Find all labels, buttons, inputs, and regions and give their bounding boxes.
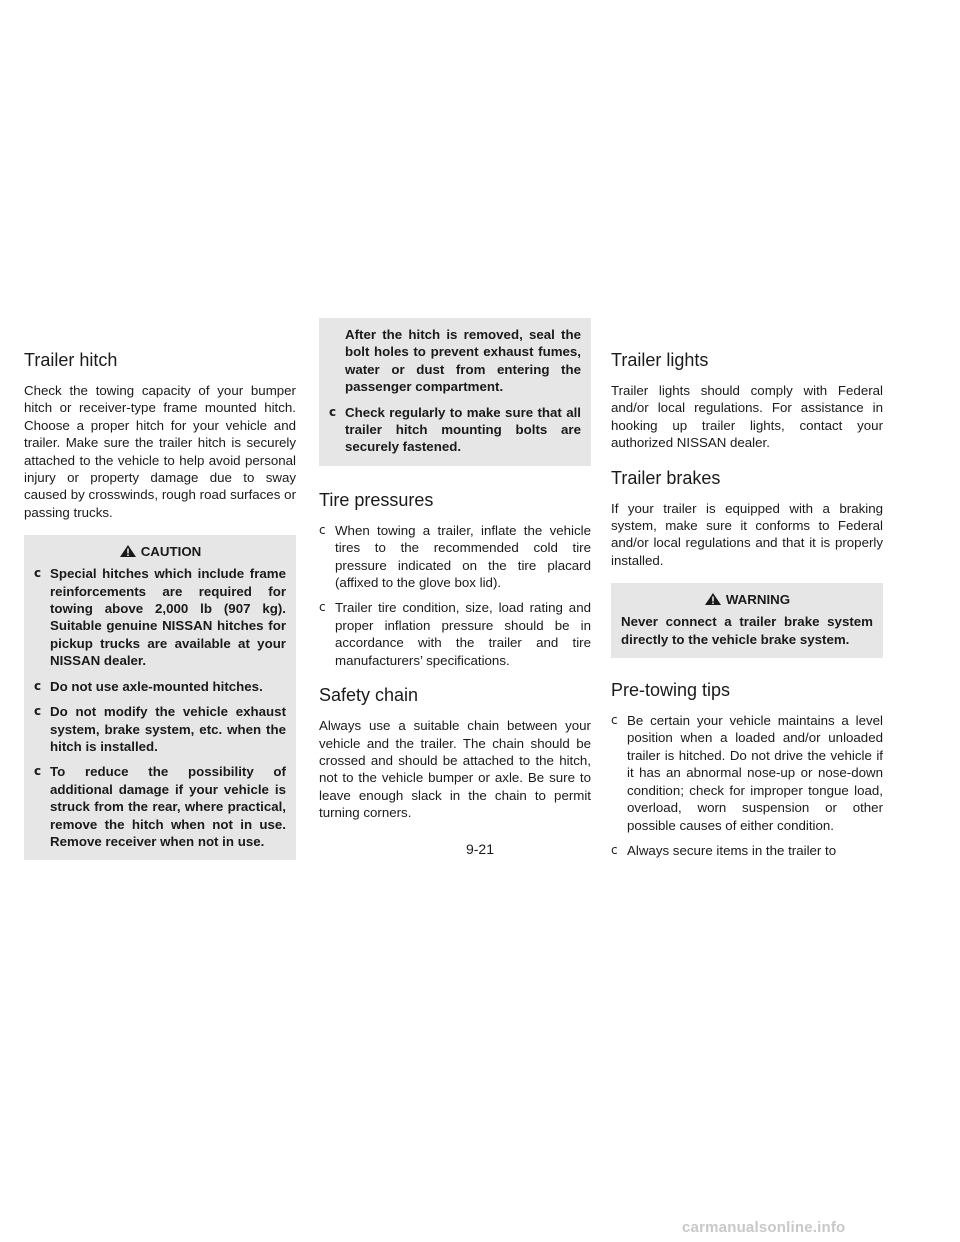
watermark: carmanualsonline.info [682,1219,846,1236]
column-3 [611,348,883,867]
caution-item: c Special hitches which include frame reinforcements are required for towing above 2,000 lb (907 kg). Suitable genuine NISSAN hitches for pickup trucks are available at your NISSAN dealer. [34,566,286,669]
trailer-hitch-heading: Trailer hitch [24,350,118,370]
tire-pressures-item: c Trailer tire condition, size, load rating and proper inflation pressure should be in accordance with the trailer and tire manufacturers’ specifications. [319,600,591,668]
trailer-brakes-heading: Trailer brakes [611,467,721,488]
bullet-icon: c [34,678,42,693]
caution-item: c Check regularly to make sure that all trailer hitch mounting bolts are securely fastened. [329,404,581,455]
bullet-icon: c [319,522,326,537]
caution-continued-text: After the hitch is removed, seal the bolt holes to prevent exhaust fumes, water or dust from entering the passenger compartment. [345,327,581,395]
warning-triangle-icon [119,544,137,558]
warning-triangle-icon [704,592,722,606]
warning-heading-row [621,587,873,613]
safety-chain-body: Always use a suitable chain between your vehicle and the trailer. The chain should be crossed and should be attached to the hitch, not to the vehicle bumper or axle. Be sure to leave enough slack in the chain to permit turning corners. [319,718,591,821]
trailer-brakes-body: If your trailer is equipped with a braking system, make sure it conforms to Federal and/or local regulations and that it is properly installed. [611,500,883,568]
trailer-lights-heading: Trailer lights [611,350,709,370]
tire-pressures-heading: Tire pressures [319,489,434,510]
bullet-icon: c [34,764,42,779]
bullet-icon: c [319,600,326,615]
bullet-icon: c [611,713,618,728]
caution-item: c Do not use axle-mounted hitches. [34,678,263,694]
pre-towing-item: c Be certain your vehicle maintains a level position when a loaded and/or unloaded trailer is hitched. Do not drive the vehicle if it has an abnormal nose-up or nose-down condition; check for improper tongue load, overload, worn suspension or other possible causes of either condition. [611,713,883,833]
column-1 [24,348,296,876]
warning-box [611,583,883,658]
caution-heading-row [34,539,286,565]
trailer-lights-body: Trailer lights should comply with Federal and/or local regulations. For assistance in hooking up trailer lights, contact your authorized NISSAN dealer. [611,383,883,451]
warning-heading: WARNING [725,592,791,608]
page-number: 9-21 [465,841,495,857]
caution-item: c Do not modify the vehicle exhaust system, brake system, etc. when the hitch is installed. [34,704,286,754]
bullet-icon: c [34,704,42,719]
warning-text: Never connect a trailer brake system directly to the vehicle brake system. [621,614,873,647]
caution-item: c To reduce the possibility of additional damage if your vehicle is struck from the rear, where practical, remove the hitch when not in use. Remove receiver when not in use. [34,764,286,849]
trailer-hitch-body: Check the towing capacity of your bumper hitch or receiver-type frame mounted hitch. Choose a proper hitch for your vehicle and trailer. Make sure the trailer hitch is securely attached to the vehicle to help avoid personal injury or property damage due to sway caused by crosswinds, rough road surfaces or passing trucks. [24,383,296,520]
bullet-icon: c [611,842,618,857]
pre-towing-tips-heading: Pre-towing tips [611,680,731,701]
caution-heading: CAUTION [140,544,202,560]
caution-box-continued [319,318,591,466]
bullet-icon: c [34,566,42,581]
caution-box [24,535,296,860]
column-2 [319,318,591,836]
bullet-icon: c [329,404,337,419]
tire-pressures-item: c When towing a trailer, inflate the vehicle tires to the recommended cold tire pressure indicated on the tire placard (affixed to the glove box lid). [319,522,591,591]
pre-towing-item: c Always secure items in the trailer to [611,842,837,858]
safety-chain-heading: Safety chain [319,685,419,706]
